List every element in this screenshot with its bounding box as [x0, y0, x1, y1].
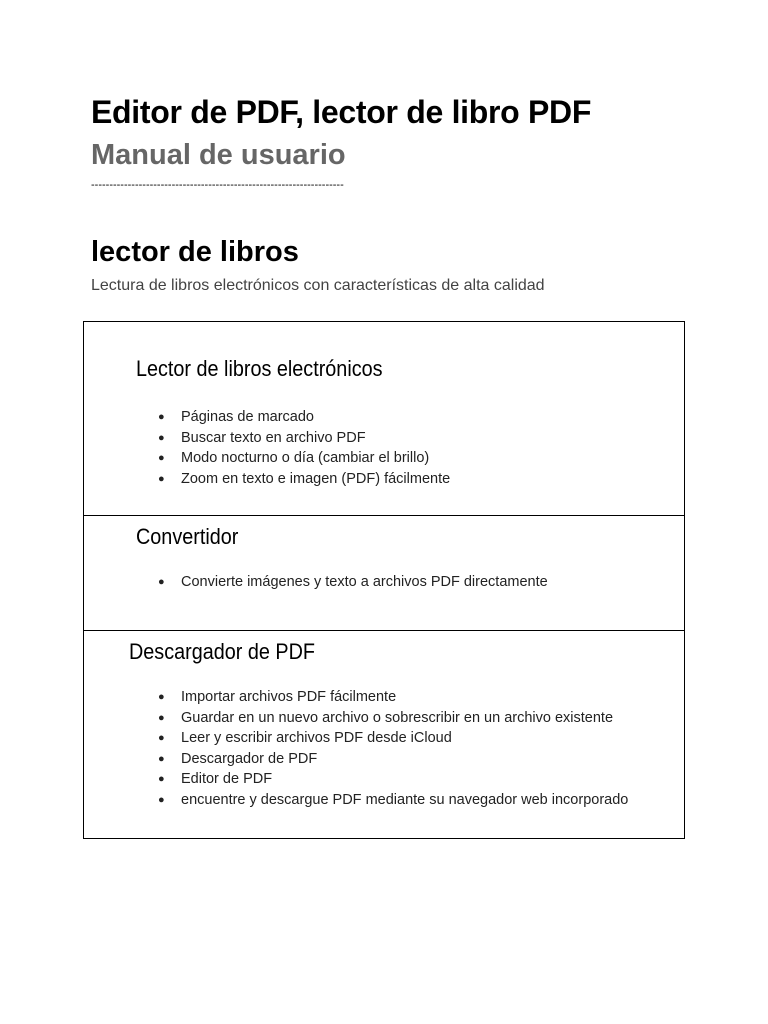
list-item-text: Páginas de marcado — [181, 409, 314, 425]
list-item — [158, 407, 450, 428]
bullet-icon: ● — [158, 431, 165, 444]
feature-title: Descargador de PDF — [129, 639, 315, 664]
list-item — [158, 687, 628, 708]
bullet-icon: ● — [158, 452, 165, 465]
list-item — [158, 749, 628, 770]
document-title: Editor de PDF, lector de libro PDF — [91, 94, 592, 130]
bullet-icon: ● — [158, 752, 165, 765]
section-description: Lectura de libros electrónicos con características de alta calidad — [91, 277, 545, 294]
list-item — [158, 428, 450, 449]
list-item-text: Convierte imágenes y texto a archivos PDF directamente — [181, 574, 548, 590]
list-item — [158, 790, 628, 811]
feature-cell-downloader — [84, 631, 684, 838]
list-item-text: Editor de PDF — [181, 771, 273, 788]
list-item-text: Leer y escribir archivos PDF desde iCloud — [181, 730, 452, 747]
feature-list — [158, 687, 628, 811]
dashed-divider: --------------------------------------------------------------------- — [91, 179, 344, 191]
list-item-text: Zoom en texto e imagen (PDF) fácilmente — [181, 470, 451, 487]
list-item — [158, 728, 628, 749]
feature-list — [158, 572, 548, 593]
list-item — [158, 469, 450, 490]
bullet-icon: ● — [158, 773, 165, 786]
feature-cell-converter — [84, 516, 684, 631]
bullet-icon: ● — [158, 411, 165, 423]
bullet-icon: ● — [158, 711, 165, 724]
list-item-text: Descargador de PDF — [181, 750, 318, 767]
bullet-icon: ● — [158, 691, 165, 703]
list-item-text: Guardar en un nuevo archivo o sobrescribir en un archivo existente — [181, 709, 614, 726]
list-item-text: Buscar texto en archivo PDF — [181, 429, 366, 446]
bullet-icon: ● — [158, 793, 165, 806]
list-item-text: encuentre y descargue PDF mediante su navegador web incorporado — [181, 791, 629, 808]
feature-list — [158, 407, 450, 489]
document-subtitle: Manual de usuario — [91, 139, 346, 171]
bullet-icon: ● — [158, 732, 165, 745]
feature-title: Convertidor — [136, 524, 239, 549]
bullet-icon: ● — [158, 576, 165, 588]
list-item — [158, 708, 628, 729]
list-item — [158, 448, 450, 469]
list-item-text: Modo nocturno o día (cambiar el brillo) — [181, 450, 430, 467]
list-item-text: Importar archivos PDF fácilmente — [181, 689, 397, 705]
feature-cell-reader — [84, 322, 684, 516]
bullet-icon: ● — [158, 472, 165, 485]
feature-title: Lector de libros electrónicos — [136, 356, 383, 381]
list-item — [158, 572, 548, 593]
section-heading: lector de libros — [91, 236, 299, 268]
list-item — [158, 769, 628, 790]
feature-table — [83, 321, 685, 839]
